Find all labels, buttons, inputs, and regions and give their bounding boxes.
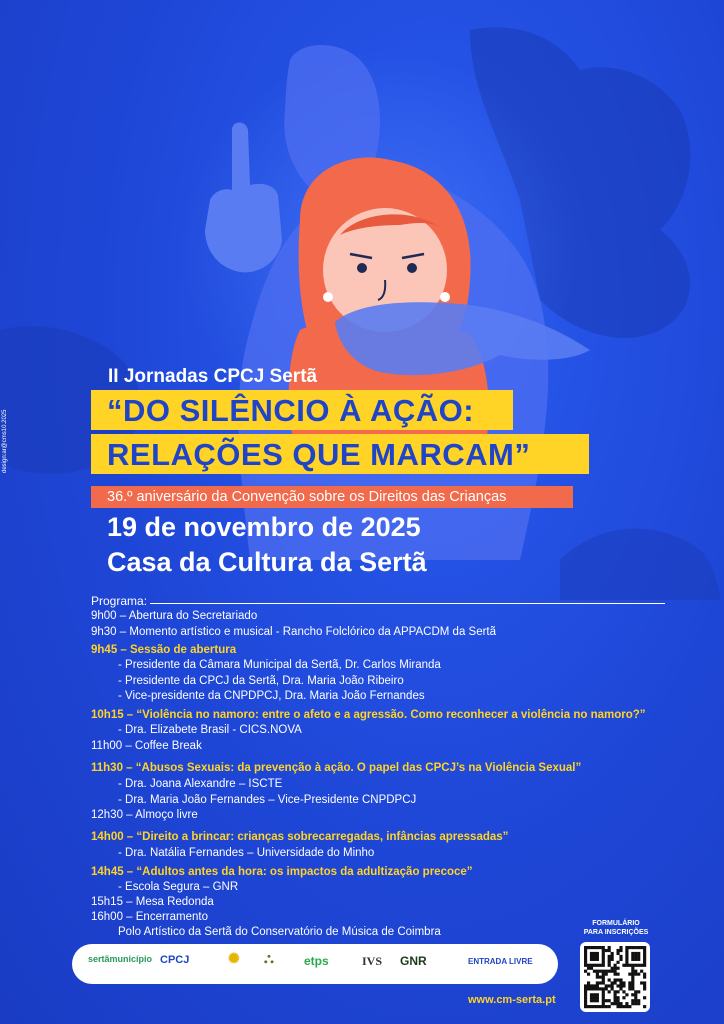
qr-caption-line-1: FORMULÁRIO (592, 920, 640, 927)
programme-line: 10h15 – “Violência no namoro: entre o afeto e a agressão. Como reconhecer a violência no namoro?” (91, 709, 646, 721)
qr-caption-line-2: PARA INSCRIÇÕES (583, 929, 649, 936)
event-subtitle: II Jornadas CPCJ Sertã (108, 366, 318, 387)
programme-line: - Dra. Natália Fernandes – Universidade do Minho (118, 847, 375, 859)
programme-divider (150, 603, 665, 604)
programme-line: - Dra. Maria João Fernandes – Vice-Presidente CNPDPCJ (118, 794, 417, 806)
programme-line: 9h30 – Momento artístico e musical - Rancho Folclórico da APPACDM da Sertã (91, 626, 497, 638)
logo-sun-icon: ✺ (228, 950, 240, 966)
programme-line: 14h00 – “Direito a brincar: crianças sobrecarregadas, infâncias apressadas” (91, 831, 509, 843)
title-line-2: RELAÇÕES QUE MARCAM” (91, 434, 589, 474)
event-venue: Casa da Cultura da Sertã (107, 547, 427, 577)
programme-line: 15h15 – Mesa Redonda (91, 896, 214, 908)
website-link[interactable]: www.cm-serta.pt (468, 994, 556, 1006)
programme-line: 11h00 – Coffee Break (91, 740, 202, 752)
programme-line: 12h30 – Almoço livre (91, 809, 198, 821)
programme-line: - Presidente da CPCJ da Sertã, Dra. Maria João Ribeiro (118, 675, 404, 687)
programme-line: 14h45 – “Adultos antes da hora: os impactos da adultização precoce” (91, 866, 473, 878)
qr-caption (578, 919, 654, 937)
programme-line: 9h00 – Abertura do Secretariado (91, 610, 258, 622)
logo-emblem-icon: ⛬ (264, 950, 274, 966)
logo-ivs: IVS (362, 954, 383, 968)
designer-credit: design:ar@cms10.2025 (2, 409, 8, 473)
logo-etps: etps (304, 954, 329, 968)
programme-line: - Dra. Joana Alexandre – ISCTE (118, 778, 283, 790)
programme-line: - Dra. Elizabete Brasil - CICS.NOVA (118, 724, 302, 736)
shadow-hand-bottom-icon (560, 529, 724, 600)
logo-gnr: GNR (400, 954, 427, 968)
anniversary-banner: 36.º aniversário da Convenção sobre os Direitos das Crianças (91, 486, 573, 508)
event-date: 19 de novembro de 2025 (107, 512, 421, 542)
programme-line: - Escola Segura – GNR (118, 881, 239, 893)
free-entry-label: ENTRADA LIVRE (468, 957, 533, 966)
qr-code-icon (580, 942, 650, 1012)
programme-line: - Presidente da Câmara Municipal da Sertã, Dr. Carlos Miranda (118, 659, 441, 671)
programme-label: Programa: (91, 594, 148, 608)
logo-serta-municipio: sertãmunicípio (88, 954, 153, 964)
logo-cpcj: CPCJ (160, 954, 190, 966)
programme-line: - Vice-presidente da CNPDPCJ, Dra. Maria João Fernandes (118, 690, 425, 702)
programme-line: Polo Artístico da Sertã do Conservatório de Música de Coimbra (118, 926, 441, 938)
programme-line: 9h45 – Sessão de abertura (91, 644, 237, 656)
title-line-1: “DO SILÊNCIO À AÇÃO: (91, 390, 513, 430)
programme-line: 11h30 – “Abusos Sexuais: da prevenção à ação. O papel das CPCJ’s na Violência Sexual” (91, 762, 582, 774)
qr-code-registration[interactable] (580, 942, 650, 1012)
programme-line: 16h00 – Encerramento (91, 911, 208, 923)
